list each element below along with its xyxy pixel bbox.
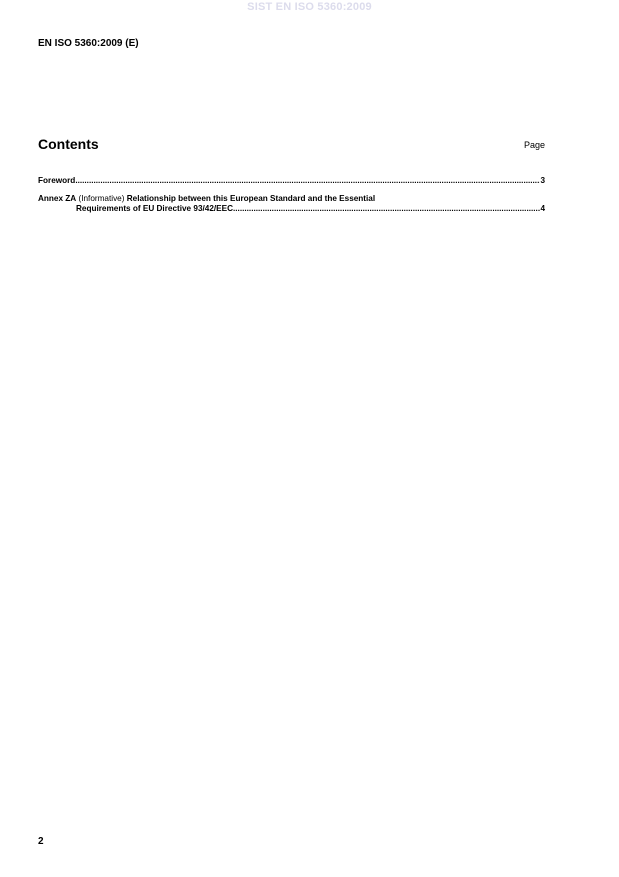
toc-entry-prefix: Annex ZA bbox=[38, 194, 77, 203]
toc-entry-title-line2: Requirements of EU Directive 93/42/EEC bbox=[76, 204, 233, 213]
contents-heading: Contents bbox=[38, 136, 99, 152]
table-of-contents bbox=[38, 176, 545, 214]
page-column-label: Page bbox=[523, 140, 545, 150]
toc-entry-annex-za[interactable] bbox=[38, 194, 545, 214]
toc-entry-qualifier: (Informative) bbox=[78, 194, 125, 203]
watermark: SIST EN ISO 5360:2009 bbox=[247, 1, 372, 13]
toc-entry-page: 4 bbox=[540, 204, 545, 213]
page-number: 2 bbox=[38, 836, 44, 847]
toc-entry-page: 3 bbox=[540, 176, 545, 185]
toc-entry-title-line1: Relationship between this European Standard and the Essential bbox=[126, 194, 376, 203]
document-id-header: EN ISO 5360:2009 (E) bbox=[38, 38, 139, 49]
toc-entry-foreword[interactable] bbox=[38, 176, 545, 186]
toc-entry-label: Foreword bbox=[38, 176, 76, 185]
toc-leader-dots bbox=[75, 176, 540, 186]
toc-leader-dots bbox=[233, 204, 540, 214]
